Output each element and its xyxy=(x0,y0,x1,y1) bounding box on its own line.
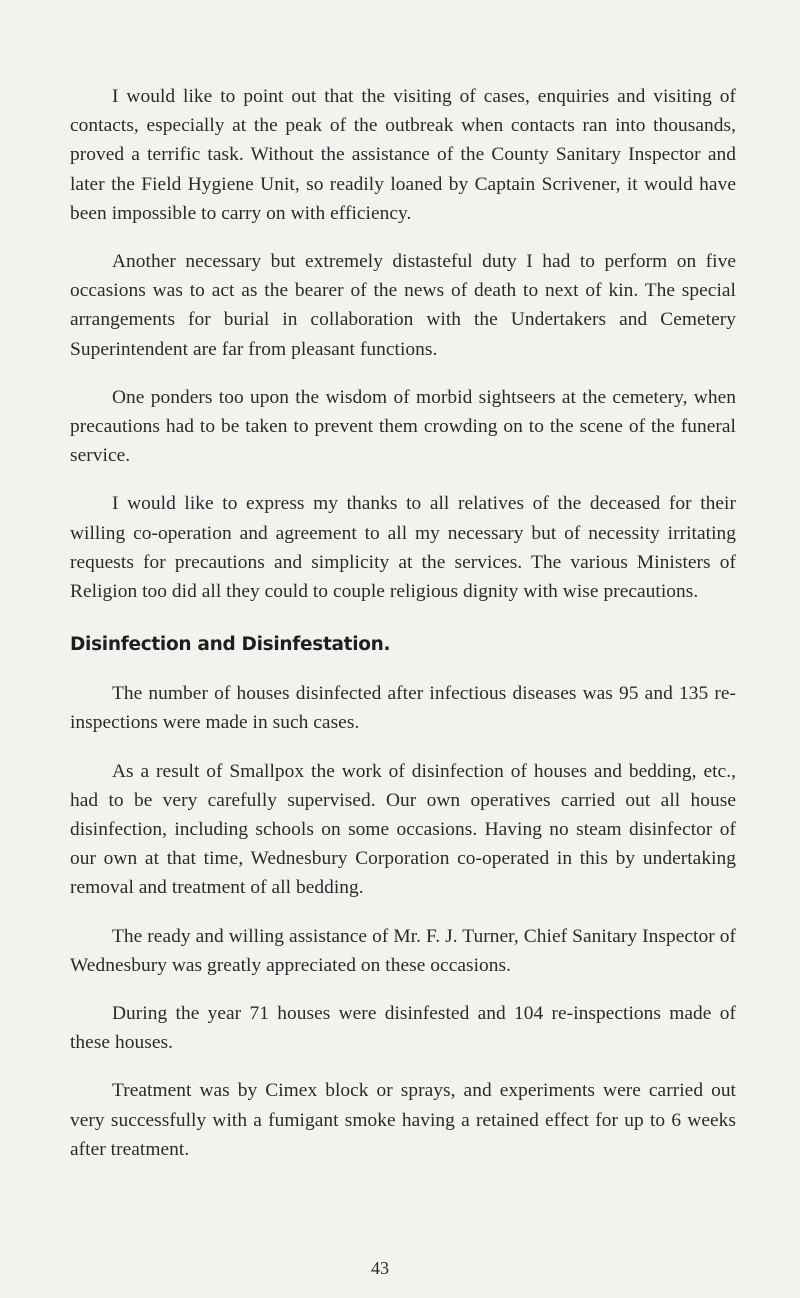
paragraph-morbid-sightseers: One ponders too upon the wisdom of morbid sightseers at the cemetery, when precautions had to be taken to prevent them crowding on to the scene of the funeral service. xyxy=(70,386,736,467)
paragraph-bearer-of-news: Another necessary but extremely distasteful duty I had to perform on five occasions was to act as the bearer of the news of death to next of kin. The special arrangements for burial in collaboration with the Undertakers and Cemetery Superintendent are far from pleasant functions. xyxy=(70,251,736,360)
paragraph-turner-assistance: The ready and willing assistance of Mr. F. J. Turner, Chief Sanitary Inspector of Wednesbury was greatly appreciated on these occasions. xyxy=(70,925,736,976)
paragraph-smallpox-disinfection: As a result of Smallpox the work of disinfection of houses and bedding, etc., had to be very carefully supervised. Our own operatives carried out all house disinfection, including schools on some occasions. Having no steam disinfector of our own at that time, Wednesbury Corporation co-operated in this by undertaking removal and treatment of all bedding. xyxy=(70,760,736,899)
paragraph-houses-disinfected: The number of houses disinfected after infectious diseases was 95 and 135 re-inspections were made in such cases. xyxy=(70,683,736,734)
paragraph-visiting-cases: I would like to point out that the visiting of cases, enquiries and visiting of contacts, especially at the peak of the outbreak when contacts ran into thousands, proved a terrific task. Without the assistance of the County Sanitary Inspector and later the Field Hygiene Unit, so readily loaned by Captain Scrivener, it would have been impossible to carry on with efficiency. xyxy=(70,86,736,224)
section-heading: Disinfection and Disinfestation. xyxy=(70,634,391,656)
paragraph-treatment: Treatment was by Cimex block or sprays, and experiments were carried out very successfully with a fumigant smoke having a retained effect for up to 6 weeks after treatment. xyxy=(70,1080,736,1160)
paragraph-thanks-relatives: I would like to express my thanks to all relatives of the deceased for their willing co-operation and agreement to all my necessary but of necessity irritating requests for precautions and simplicity at the services. The various Ministers of Religion too did all they could to couple religious dignity with wise precautions. xyxy=(70,493,736,603)
paragraph-houses-disinfested: During the year 71 houses were disinfested and 104 re-inspections made of these houses. xyxy=(70,1003,736,1054)
document-body xyxy=(70,82,736,1183)
page-number: 43 xyxy=(371,1258,389,1278)
